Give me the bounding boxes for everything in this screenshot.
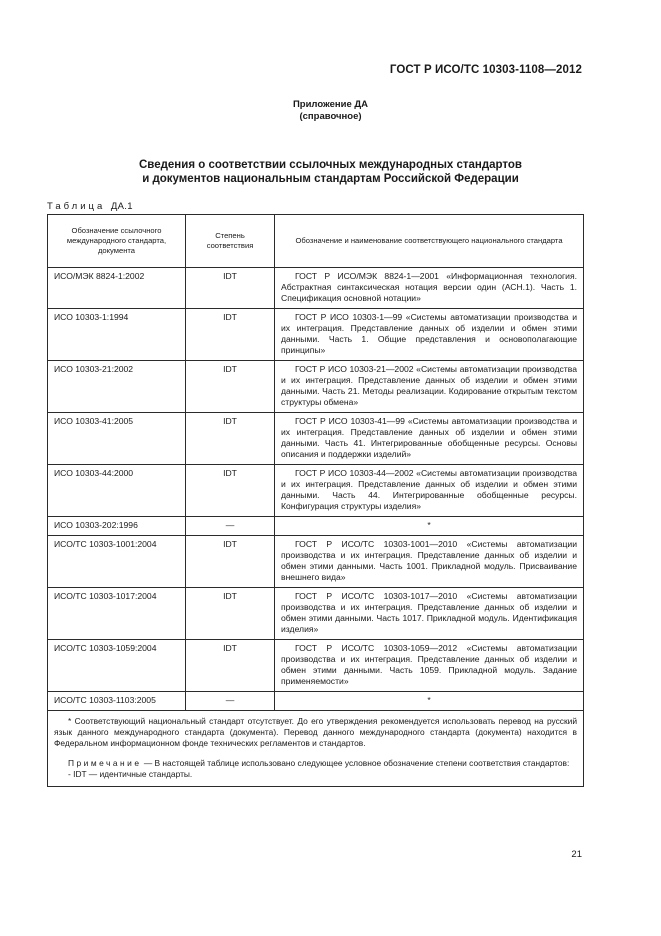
degree-of-correspondence: IDT (223, 271, 237, 281)
degree-of-correspondence-cell (186, 536, 275, 588)
table-row (48, 588, 584, 640)
national-standard-text: ГОСТ Р ИСО/МЭК 8824-1—2001 «Информационная технология. Абстрактная синтаксическая нотация версии один (АСН.1). Часть 1. Спецификация основной нотации» (281, 271, 577, 303)
international-standard-ref-cell (48, 268, 186, 309)
national-standard-cell (275, 413, 584, 465)
table-row (48, 465, 584, 517)
national-standard (275, 361, 583, 412)
table-note (54, 758, 577, 769)
international-standard-ref: ИСО 10303-21:2002 (54, 364, 134, 374)
national-standard-cell (275, 465, 584, 517)
national-standard (275, 309, 583, 360)
degree-of-correspondence-cell (186, 640, 275, 692)
international-standard-ref: ИСО/ТС 10303-1017:2004 (54, 591, 157, 601)
degree-of-correspondence-cell (186, 517, 275, 536)
table-row (48, 692, 584, 711)
annex-subtitle: (справочное) (299, 111, 362, 122)
page-number: 21 (571, 849, 582, 860)
national-standard: * (427, 520, 431, 530)
table-caption-number: ДА.1 (110, 201, 133, 212)
table-row (48, 413, 584, 465)
annex-title-block (0, 99, 661, 123)
section-heading-line-1: Сведения о соответствии ссылочных международных стандартов (138, 159, 522, 171)
international-standard-ref-cell (48, 536, 186, 588)
national-standard: * (427, 695, 431, 705)
header-label: Обозначение и наименование соответствующего национального стандарта (295, 236, 563, 245)
national-standard-text: ГОСТ Р ИСО 10303-41—99 «Системы автоматизации производства и их интеграция. Представление данных об изделии и обмен этими данными. Часть 41. Интегрированные обобщенные ресурсы. Основы описания и поддержки изделий» (281, 416, 577, 459)
international-standard-ref-cell (48, 465, 186, 517)
table-row (48, 517, 584, 536)
national-standard-text: ГОСТ Р ИСО 10303-1—99 «Системы автоматизации производства и их интеграция. Представление данных об изделии и обмен этими данными. Часть 1. Общие представления и основополагающие принципы» (281, 312, 577, 355)
international-standard-ref-cell (48, 309, 186, 361)
table-row (48, 640, 584, 692)
document-code-header: ГОСТ Р ИСО/ТС 10303-1108—2012 (389, 64, 582, 76)
international-standard-ref-cell (48, 361, 186, 413)
table-row (48, 309, 584, 361)
degree-of-correspondence: IDT (223, 468, 237, 478)
table-header-row (48, 215, 584, 268)
table-caption-word: Таблица (47, 201, 106, 212)
degree-of-correspondence: IDT (223, 539, 237, 549)
national-standard-cell (275, 517, 584, 536)
national-standard-text: ГОСТ Р ИСО/ТС 10303-1059—2012 «Системы автоматизации производства и их интеграция. Представление данных об изделии и обмен этими данными. Часть 1059. Прикладной модуль. Задание применяемости» (281, 643, 577, 686)
table-row (48, 536, 584, 588)
degree-of-correspondence-cell (186, 588, 275, 640)
degree-of-correspondence-cell (186, 309, 275, 361)
international-standard-ref: ИСО/МЭК 8824-1:2002 (54, 271, 145, 281)
degree-of-correspondence: — (225, 520, 235, 530)
header-national-standard (275, 215, 584, 268)
national-standard (275, 588, 583, 639)
header-international-ref (48, 215, 186, 268)
footnote-body: * Соответствующий национальный стандарт отсутствует. До его утверждения рекомендуется использовать перевод на русский язык данного международного стандарта (документа). Перевод данного международного стандарта (документа) находится в Федеральном информационном фонде технических регламентов и стандартов. (54, 716, 577, 748)
section-heading-line-2: и документов национальным стандартам Российской Федерации (142, 173, 519, 185)
national-standard (275, 465, 583, 516)
degree-of-correspondence-cell (186, 361, 275, 413)
section-heading (0, 158, 661, 186)
international-standard-ref: ИСО 10303-41:2005 (54, 416, 134, 426)
national-standard (275, 640, 583, 691)
national-standard (275, 536, 583, 587)
international-standard-ref: ИСО/ТС 10303-1059:2004 (54, 643, 157, 653)
table-row (48, 268, 584, 309)
note-text: — В настоящей таблице использовано следующее условное обозначение степени соответствия стандартов: (143, 758, 570, 768)
international-standard-ref: ИСО/ТС 10303-1001:2004 (54, 539, 157, 549)
national-standard-cell (275, 692, 584, 711)
degree-of-correspondence-cell (186, 692, 275, 711)
correspondence-table (47, 214, 584, 787)
national-standard (275, 413, 583, 464)
header-label: Обозначение ссылочного международного стандарта, документа (66, 226, 167, 255)
degree-of-correspondence: IDT (223, 312, 237, 322)
international-standard-ref-cell (48, 517, 186, 536)
annex-title: Приложение ДА (292, 99, 369, 110)
table-caption (47, 201, 133, 212)
header-degree (186, 215, 275, 268)
international-standard-ref: ИСО 10303-44:2000 (54, 468, 134, 478)
national-standard-text: ГОСТ Р ИСО 10303-21—2002 «Системы автоматизации производства и их интеграция. Представление данных об изделии и обмен этими данными. Часть 21. Методы реализации. Кодирование открытым текстом структуры обмена» (281, 364, 577, 407)
degree-of-correspondence: IDT (223, 416, 237, 426)
national-standard (275, 268, 583, 308)
footnote-text (54, 716, 577, 749)
degree-of-correspondence-cell (186, 465, 275, 517)
degree-of-correspondence-cell (186, 413, 275, 465)
international-standard-ref-cell (48, 640, 186, 692)
national-standard-cell (275, 588, 584, 640)
note-item-text: - IDT — идентичные стандарты. (68, 769, 193, 779)
national-standard-text: ГОСТ Р ИСО/ТС 10303-1001—2010 «Системы автоматизации производства и их интеграция. Представление данных об изделии и обмен этими данными. Часть 1001. Прикладной модуль. Присваивание внешнего вида» (281, 539, 577, 582)
degree-of-correspondence: IDT (223, 591, 237, 601)
national-standard-cell (275, 536, 584, 588)
degree-of-correspondence: — (225, 695, 235, 705)
international-standard-ref-cell (48, 692, 186, 711)
national-standard-text: ГОСТ Р ИСО 10303-44—2002 «Системы автоматизации производства и их интеграция. Представление данных об изделии и обмен этими данными. Часть 44. Интегрированные обобщенные ресурсы. Конфигурация структуры изделия» (281, 468, 577, 511)
national-standard-text: ГОСТ Р ИСО/ТС 10303-1017—2010 «Системы автоматизации производства и их интеграция. Представление данных об изделии и обмен этими данными. Часть 1017. Прикладной модуль. Идентификация изделия» (281, 591, 577, 634)
degree-of-correspondence-cell (186, 268, 275, 309)
table-row (48, 361, 584, 413)
note-word: Примечание (68, 758, 142, 768)
international-standard-ref: ИСО 10303-202:1996 (54, 520, 138, 530)
national-standard-cell (275, 640, 584, 692)
table-footnote-cell (48, 711, 584, 787)
header-label: Степень соответствия (206, 231, 254, 250)
degree-of-correspondence: IDT (223, 643, 237, 653)
table-footnote-row (48, 711, 584, 787)
national-standard-cell (275, 361, 584, 413)
degree-of-correspondence: IDT (223, 364, 237, 374)
international-standard-ref-cell (48, 588, 186, 640)
international-standard-ref: ИСО 10303-1:1994 (54, 312, 129, 322)
note-item (54, 769, 577, 780)
national-standard-cell (275, 268, 584, 309)
national-standard-cell (275, 309, 584, 361)
international-standard-ref: ИСО/ТС 10303-1103:2005 (54, 695, 156, 705)
international-standard-ref-cell (48, 413, 186, 465)
